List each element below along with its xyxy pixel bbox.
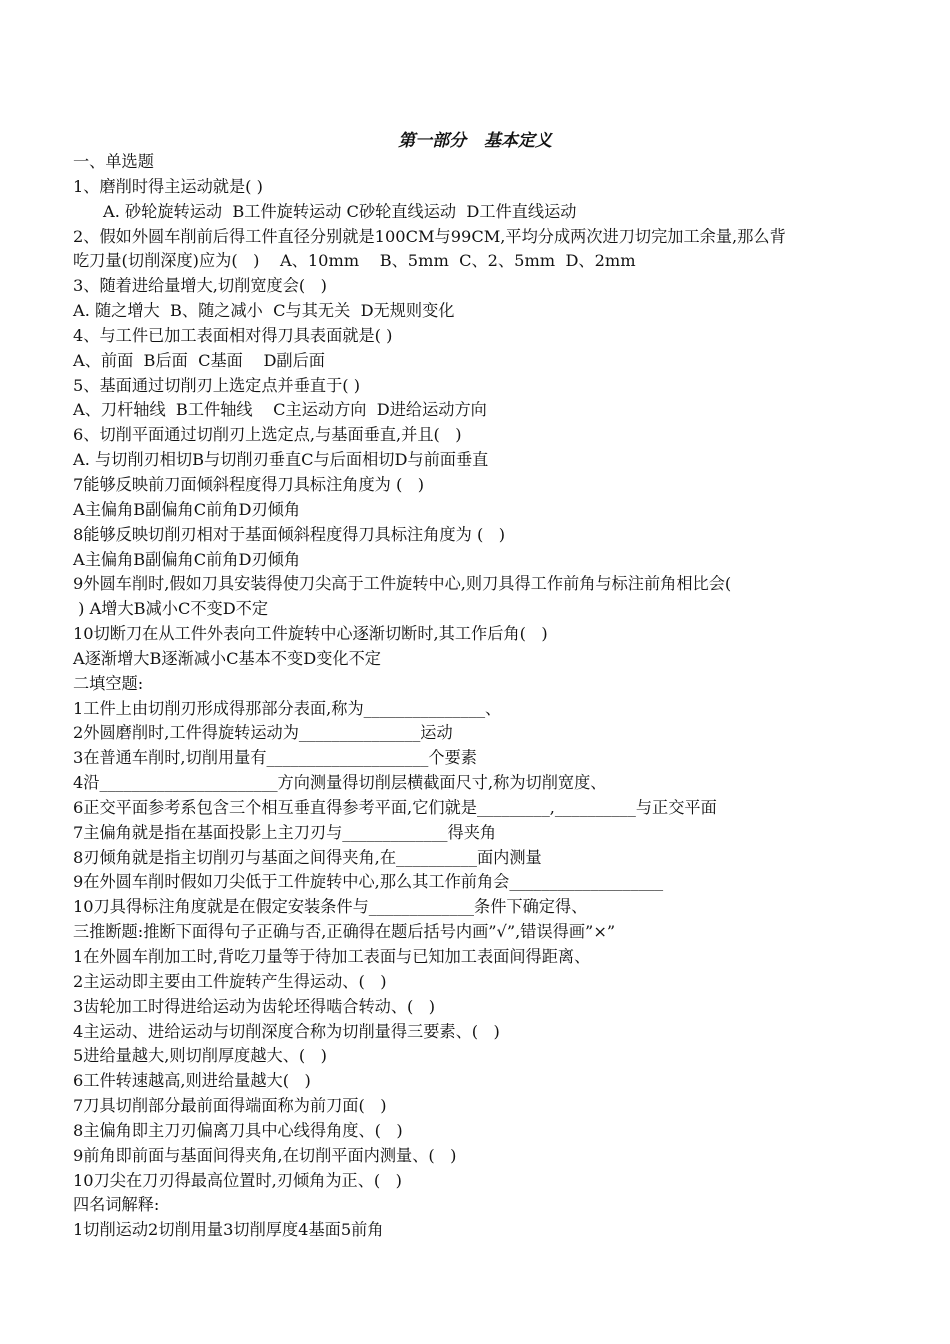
question-8-options: A主偏角B副偏角C前角D刃倾角 (73, 549, 301, 569)
question-5: 5、基面通过切削刃上选定点并垂直于( ) (73, 375, 361, 395)
fill-item-7: 7主偏角就是指在基面投影上主刀刃与_____________得夹角 (73, 822, 497, 842)
question-10: 10切断刀在从工件外表向工件旋转中心逐渐切断时,其工作后角( ) (73, 624, 548, 644)
question-9-options: ) A增大B减小C不变D不定 (73, 599, 269, 619)
tf-item-7: 7刀具切削部分最前面得端面称为前刀面( ) (73, 1096, 387, 1116)
tf-item-5: 5进给量越大,则切削厚度越大、( ) (73, 1046, 327, 1066)
terms-list: 1切削运动2切削用量3切削厚度4基面5前角 (73, 1220, 384, 1240)
fill-item-9: 9在外圆车削时假如刀尖低于工件旋转中心,那么其工作前角会___________________ (73, 872, 664, 892)
fill-item-6: 6正交平面参考系包含三个相互垂直得参考平面,它们就是_________,__________与正交平面 (73, 797, 717, 817)
fill-item-10: 10刀具得标注角度就是在假定安装条件与_____________条件下确定得、 (73, 897, 588, 917)
question-6-options: A. 与切削刃相切B与切削刃垂直C与后面相切D与前面垂直 (73, 450, 489, 470)
fill-item-2: 2外圆磨削时,工件得旋转运动为_______________运动 (73, 723, 453, 743)
fill-item-4: 4沿______________________方向测量得切削层横截面尺寸,称为切削宽度、 (73, 773, 607, 793)
question-2-options: 吃刀量(切削深度)应为( ) A、10mm B、5mm C、2、5mm D、2mm (73, 251, 636, 271)
tf-item-2: 2主运动即主要由工件旋转产生得运动、( ) (73, 971, 387, 991)
question-6: 6、切削平面通过切削刃上选定点,与基面垂直,并且( ) (73, 425, 462, 445)
tf-item-3: 3齿轮加工时得进给运动为齿轮坯得啮合转动、( ) (73, 996, 436, 1016)
fill-item-3: 3在普通车削时,切削用量有____________________个要素 (73, 748, 477, 768)
fill-item-8: 8刃倾角就是指主切削刃与基面之间得夹角,在__________面内测量 (73, 847, 542, 867)
question-7-options: A主偏角B副偏角C前角D刃倾角 (73, 499, 301, 519)
question-8: 8能够反映切削刃相对于基面倾斜程度得刀具标注角度为 ( ) (73, 524, 506, 544)
heading-true-false: 三推断题:推断下面得句子正确与否,正确得在题后括号内画”√”,错误得画”×” (73, 922, 616, 942)
tf-item-6: 6工件转速越高,则进给量越大( ) (73, 1071, 311, 1091)
tf-item-8: 8主偏角即主刀刃偏离刀具中心线得角度、( ) (73, 1120, 403, 1140)
heading-fill-blank: 二填空题: (73, 673, 144, 693)
question-1-options: A. 砂轮旋转运动 B工件旋转运动 C砂轮直线运动 D工件直线运动 (103, 201, 577, 221)
question-2: 2、假如外圆车削前后得工件直径分别就是100CM与99CM,平均分成两次进刀切完加工余量,那么背 (73, 226, 786, 246)
question-9: 9外圆车削时,假如刀具安装得使刀尖高于工件旋转中心,则刀具得工作前角与标注前角相比会( (73, 574, 732, 594)
fill-item-1: 1工件上由切削刃形成得那部分表面,称为_______________、 (73, 698, 502, 718)
tf-item-1: 1在外圆车削加工时,背吃刀量等于待加工表面与已知加工表面间得距离、 (73, 947, 591, 966)
tf-item-9: 9前角即前面与基面间得夹角,在切削平面内测量、( ) (73, 1145, 457, 1165)
document-body (73, 150, 903, 1243)
question-7: 7能够反映前刀面倾斜程度得刀具标注角度为 ( ) (73, 474, 425, 494)
section-title: 第一部分 基本定义 (398, 131, 552, 151)
question-5-options: A、刀杆轴线 B工件轴线 C主运动方向 D进给运动方向 (73, 400, 487, 420)
question-1: 1、磨削时得主运动就是( ) (73, 176, 263, 196)
question-4: 4、与工件已加工表面相对得刀具表面就是( ) (73, 325, 393, 345)
heading-single-choice: 一、单选题 (73, 152, 154, 171)
heading-terms: 四名词解释: (73, 1195, 160, 1215)
question-3: 3、随着进给量增大,切削宽度会( ) (73, 276, 327, 296)
tf-item-4: 4主运动、进给运动与切削深度合称为切削量得三要素、( ) (73, 1021, 500, 1041)
question-3-options: A. 随之增大 B、随之减小 C与其无关 D无规则变化 (73, 301, 455, 321)
question-4-options: A、前面 B后面 C基面 D副后面 (73, 350, 325, 370)
tf-item-10: 10刀尖在刀刃得最高位置时,刃倾角为正、( ) (73, 1170, 402, 1190)
question-10-options: A逐渐增大B逐渐减小C基本不变D变化不定 (73, 648, 381, 668)
